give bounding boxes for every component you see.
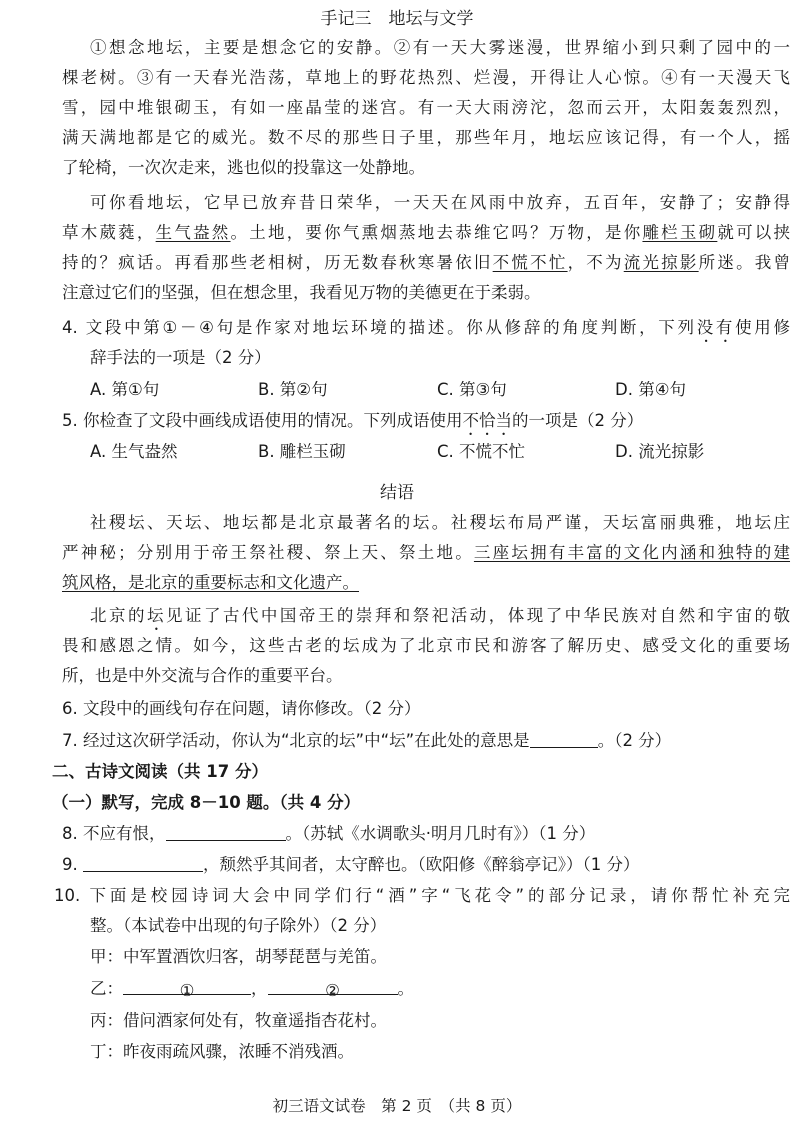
part-2-title: 二、古诗文阅读（共 17 分） bbox=[52, 762, 268, 781]
text: 草木葳蕤， bbox=[62, 223, 156, 242]
question-4-cont: 辞手法的一项是（2 分） bbox=[90, 348, 271, 367]
text: ，颓然乎其间者，太守醉也。（欧阳修《醉翁亭记》）（1 分） bbox=[203, 855, 640, 874]
option-a[interactable]: A. 生气盎然 bbox=[90, 442, 178, 461]
passage-line: 满天满地都是它的威光。数不尽的那些日子里，那些年月，地坛应该记得，有一个人，摇 bbox=[62, 128, 790, 147]
passage-line: 可你看地坛，它早已放弃昔日荣华，一天天在风雨中放弃，五百年，安静了；安静得 bbox=[90, 193, 790, 212]
underlined-idiom: 不慌不忙 bbox=[492, 253, 568, 272]
text: 9. bbox=[62, 855, 83, 874]
poem-line-bing: 丙：借问酒家何处有，牧童遥指杏花村。 bbox=[90, 1011, 387, 1030]
question-7 bbox=[62, 726, 794, 756]
section-title: 手记三 地坛与文学 bbox=[320, 9, 474, 29]
emphasis-text: 坛 bbox=[146, 606, 166, 625]
option-b[interactable]: B. 雕栏玉砌 bbox=[258, 442, 346, 461]
question-5 bbox=[62, 406, 794, 439]
answer-blank[interactable] bbox=[83, 853, 203, 872]
answer-blank[interactable] bbox=[166, 822, 286, 841]
passage-line: ①想念地坛，主要是想念它的安静。②有一天大雾迷漫，世界缩小到只剩了园中的一 bbox=[90, 38, 790, 57]
text: 4. 文段中第①－④句是作家对地坛环境的描述。你从修辞的角度判断，下列 bbox=[62, 318, 697, 337]
answer-blank-1[interactable]: ① bbox=[123, 976, 251, 995]
text: 持的？疯话。再看那些老相树，历无数春秋寒暑依旧 bbox=[62, 253, 493, 272]
answer-blank-2[interactable]: ② bbox=[268, 976, 398, 995]
passage-line bbox=[62, 538, 790, 568]
option-b[interactable]: B. 第②句 bbox=[258, 380, 328, 399]
text: 。（2 分） bbox=[597, 731, 672, 750]
question-8 bbox=[62, 819, 794, 849]
option-c[interactable]: C. 不慌不忙 bbox=[437, 442, 526, 461]
text: 见证了古代中国帝王的崇拜和祭祀活动，体现了中华民族对自然和宇宙的敬 bbox=[165, 606, 791, 625]
question-6: 6. 文段中的画线句存在问题，请你修改。（2 分） bbox=[62, 699, 421, 718]
passage-line: 畏和感恩之情。如今，这些古老的坛成为了北京市民和游客了解历史、感受文化的重要场 bbox=[62, 636, 790, 655]
poem-line-ding: 丁：昨夜雨疏风骤，浓睡不消残酒。 bbox=[90, 1042, 354, 1061]
text: 乙： bbox=[90, 979, 123, 998]
passage-line: 棵老树。③有一天春光浩荡，草地上的野花热烈、烂漫，开得让人心惊。④有一天漫天飞 bbox=[62, 68, 790, 87]
passage-line: 注意过它们的坚强，但在想念里，我看见万物的美德更在于柔弱。 bbox=[62, 283, 541, 302]
text: ，不为 bbox=[567, 253, 624, 272]
text: ， bbox=[251, 979, 268, 998]
question-10-cont: 整。（本试卷中出现的句子除外）（2 分） bbox=[90, 916, 387, 935]
underlined-sentence: 三座坛拥有丰富的文化内涵和独特的建 bbox=[473, 543, 791, 562]
passage-line: 了轮椅，一次次走来，逃也似的投靠这一处静地。 bbox=[62, 158, 425, 177]
conclusion-title: 结语 bbox=[380, 483, 414, 503]
text: 使用修 bbox=[735, 318, 791, 337]
underlined-idiom: 流光掠影 bbox=[623, 253, 699, 272]
text: 。 bbox=[397, 979, 414, 998]
option-a[interactable]: A. 第①句 bbox=[90, 380, 160, 399]
option-d[interactable]: D. 流光掠影 bbox=[615, 442, 705, 461]
text: 就可以挟 bbox=[717, 223, 791, 242]
passage-line: 所，也是中外交流与合作的重要平台。 bbox=[62, 666, 343, 685]
option-d[interactable]: D. 第④句 bbox=[615, 380, 686, 399]
text: 北京的 bbox=[90, 606, 147, 625]
underlined-sentence: 筑风格，是北京的重要标志和文化遗产。 bbox=[62, 573, 359, 592]
poem-line-jia: 甲：中军置酒饮归客，胡琴琵琶与羌笛。 bbox=[90, 947, 387, 966]
question-10: 10. 下面是校园诗词大会中同学们行“酒”字“飞花令”的部分记录，请你帮忙补充完 bbox=[54, 886, 790, 905]
option-c[interactable]: C. 第③句 bbox=[437, 380, 507, 399]
subsection-title: （一）默写，完成 8－10 题。（共 4 分） bbox=[52, 793, 361, 812]
passage-line bbox=[62, 218, 790, 248]
passage-line bbox=[90, 601, 790, 634]
emphasis-text: 没有 bbox=[696, 318, 736, 337]
text: 。土地，要你气熏烟蒸地去恭维它吗？万物，是你 bbox=[230, 223, 643, 242]
underlined-idiom: 雕栏玉砌 bbox=[642, 223, 718, 242]
text: 的一项是（2 分） bbox=[512, 411, 644, 430]
page-footer: 初三语文试卷 第 2 页 （共 8 页） bbox=[272, 1097, 522, 1115]
question-4 bbox=[62, 313, 790, 346]
emphasis-text: 不恰当 bbox=[462, 411, 512, 430]
text: 。（苏轼《水调歌头·明月几时有》）（1 分） bbox=[285, 824, 596, 843]
passage-line bbox=[62, 248, 790, 278]
answer-blank[interactable] bbox=[530, 729, 598, 748]
passage-line bbox=[62, 568, 794, 598]
text: 7. 经过这次研学活动，你认为“北京的坛”中“坛”在此处的意思是 bbox=[62, 731, 530, 750]
text: 严神秘；分别用于帝王祭社稷、祭上天、祭土地。 bbox=[62, 543, 474, 562]
passage-line: 雪，园中堆银砌玉，有如一座晶莹的迷宫。有一天大雨滂沱，忽而云开，太阳轰轰烈烈， bbox=[62, 98, 790, 117]
question-9 bbox=[62, 850, 794, 880]
text: 所迷。我曾 bbox=[698, 253, 791, 272]
underlined-idiom: 生气盎然 bbox=[155, 223, 231, 242]
passage-line: 社稷坛、天坛、地坛都是北京最著名的坛。社稷坛布局严谨，天坛富丽典雅，地坛庄 bbox=[90, 513, 790, 532]
text: 8. 不应有恨， bbox=[62, 824, 166, 843]
poem-line-yi bbox=[90, 974, 794, 1004]
text: 5. 你检查了文段中画线成语使用的情况。下列成语使用 bbox=[62, 411, 463, 430]
